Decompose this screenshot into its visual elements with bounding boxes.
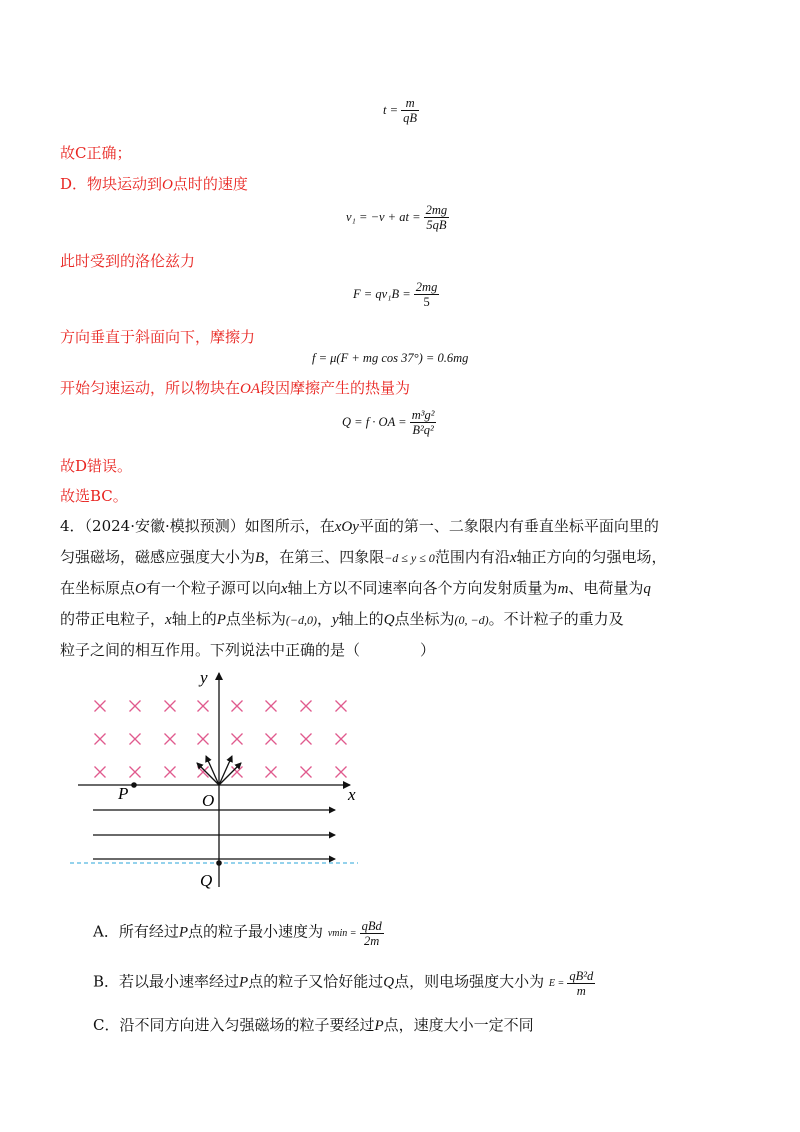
point-q-dot: [216, 860, 222, 866]
formula-v1: v₁ = −v + at = $\frac{2mg}{5qB}$: [346, 203, 448, 232]
label-p: P: [118, 784, 129, 803]
label-o: O: [202, 791, 215, 810]
field-cross-11: [198, 734, 209, 745]
field-cross-15: [336, 734, 347, 745]
option-b: B．若以最小速率经过P点的粒子又恰好能过Q点，则电场强度大小为 E = $\frac{\text{qB²d}}{m}$: [93, 969, 594, 998]
field-cross-20: [232, 767, 243, 778]
formula-friction: f = μ(F + mg cos 37°) = 0.6mg: [312, 351, 469, 365]
text-direction: 方向垂直于斜面向下，摩擦力: [60, 328, 256, 346]
formula-q: Q = f · OA = $\frac{\text{m³g²}}{\text{B²q²}}$: [342, 408, 435, 437]
field-cross-18: [165, 767, 176, 778]
field-cross-8: [95, 734, 106, 745]
problem-line-1: 4．（2024·安徽·模拟预测）如图所示，在xOy平面的第一、二象限内有垂直坐标平面向里的: [60, 517, 659, 535]
field-cross-6: [301, 701, 312, 712]
field-cross-7: [336, 701, 347, 712]
field-cross-13: [266, 734, 277, 745]
formula-f: F = qv₁B = $\frac{2mg}{5}$: [353, 280, 438, 309]
text-lorentz: 此时受到的洛伦兹力: [60, 252, 196, 270]
text-d-label: D．物块运动到O点时的速度: [60, 175, 248, 193]
problem-line-5: 粒子之间的相互作用。下列说法中正确的是（ ）: [60, 641, 436, 659]
velocity-arrow-right-up: [219, 756, 232, 785]
field-cross-1: [130, 701, 141, 712]
text-uniform: 开始匀速运动，所以物块在OA段因摩擦产生的热量为: [60, 379, 411, 397]
field-cross-14: [301, 734, 312, 745]
text-d-wrong: 故D错误。: [60, 457, 133, 475]
problem-line-4: 的带正电粒子，x轴上的P点坐标为(−d,0)，y轴上的Q点坐标为(0, −d)。不计粒子的重力及: [60, 610, 624, 628]
label-y: y: [200, 668, 208, 687]
text-c-correct: 故C正确；: [60, 144, 132, 162]
velocity-arrow-right: [219, 763, 241, 785]
problem-line-3: 在坐标原点O有一个粒子源可以向x轴上方以不同速率向各个方向发射质量为m、电荷量为q: [60, 579, 651, 597]
label-q: Q: [200, 871, 213, 890]
label-x: x: [348, 785, 356, 804]
field-cross-16: [95, 767, 106, 778]
velocity-arrow-left-up: [206, 756, 219, 785]
field-cross-21: [266, 767, 277, 778]
option-c: C．沿不同方向进入匀强磁场的粒子要经过P点，速度大小一定不同: [93, 1016, 534, 1034]
field-cross-9: [130, 734, 141, 745]
field-cross-4: [232, 701, 243, 712]
point-p-dot: [131, 782, 137, 788]
field-cross-23: [336, 767, 347, 778]
field-cross-2: [165, 701, 176, 712]
text-choose: 故选BC。: [60, 487, 128, 505]
magnetic-field-crosses: [95, 701, 347, 778]
field-cross-17: [130, 767, 141, 778]
field-cross-10: [165, 734, 176, 745]
field-diagram: [60, 665, 390, 905]
field-cross-3: [198, 701, 209, 712]
option-a: A．所有经过P点的粒子最小速度为 vmin = $\frac{\text{qBd}}{2m}$: [93, 919, 382, 948]
field-cross-12: [232, 734, 243, 745]
field-cross-22: [301, 767, 312, 778]
problem-line-2: 匀强磁场，磁感应强度大小为B，在第三、四象限−d ≤ y ≤ 0范围内有沿x轴正方向的匀强电场，: [60, 548, 667, 566]
formula-t: t = $\frac{m}{qB}$: [383, 96, 418, 125]
field-cross-0: [95, 701, 106, 712]
field-cross-5: [266, 701, 277, 712]
